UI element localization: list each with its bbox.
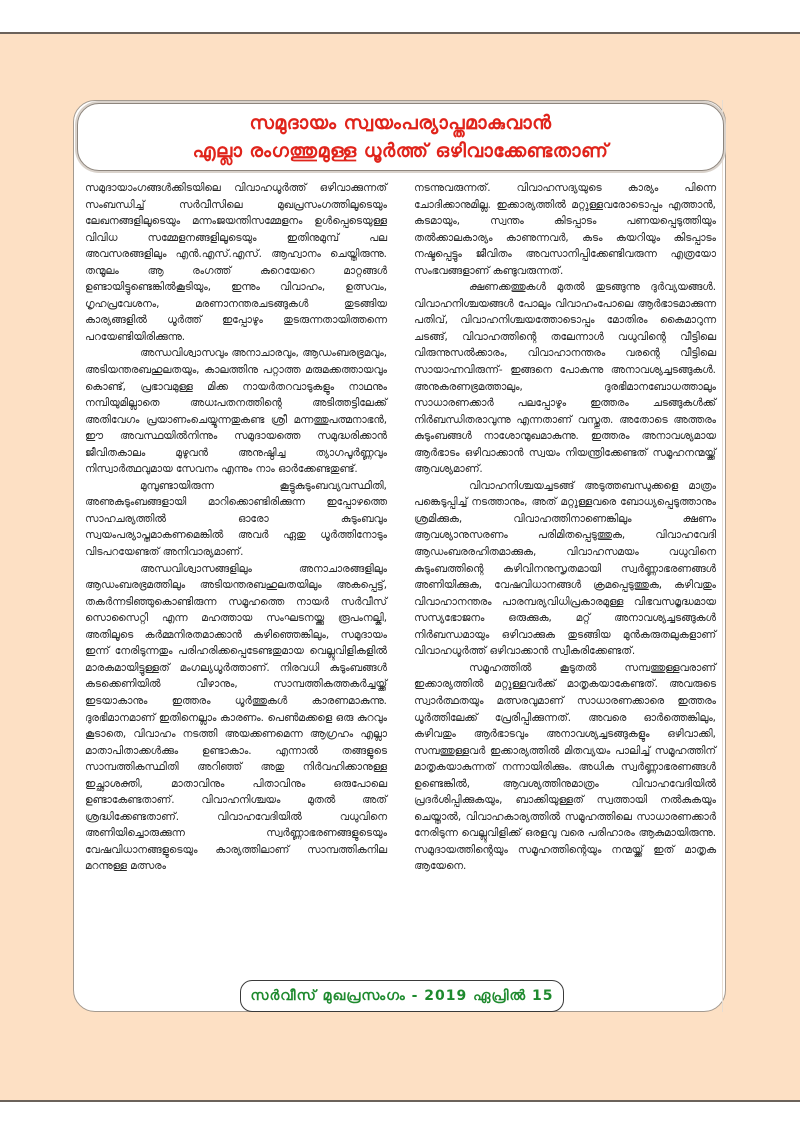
paragraph: ക്ഷണക്കത്തുകൾ മുതൽ തുടങ്ങുന്നു ദുർവ്യയങ്ങൾ. വിവാഹനിശ്ചയങ്ങൾ പോലും വിവാഹംപോലെ ആർഭാടമാക്കുന്ന പതിവ്, വിവാഹനിശ്ചയത്തോടൊപ്പം മോതിരം കൈമാറുന്ന ചടങ്ങ്, വിവാഹത്തിന്റെ തലേന്നാൾ വധുവിന്റെ വീട്ടിലെ വിരുന്നുസൽക്കാരം, വിവാഹാനന്തരം വരന്റെ വീട്ടിലെ സായാഹ്നവിരുന്ന്- ഇങ്ങനെ പോകുന്നു അനാവശ്യച്ചടങ്ങുകൾ. അനുകരണഭ്രമത്താലും, ദുരഭിമാനബോധത്താലും സാധാരണക്കാർ പലപ്പോഴും ഇത്തരം ചടങ്ങുകൾക്ക് നിർബന്ധിതരാവുന്നു എന്നതാണ് വസ്തുത. അതോടെ അത്തരം കുടുംബങ്ങൾ നാശോന്മുഖമാകുന്നു. ഇത്തരം അനാവശ്യമായ ആർഭാടം ഒഴിവാക്കാൻ സ്വയം നിയന്ത്രിക്കേണ്ടത് സമൂഹനന്മയ്ക്ക് ആവശ്യമാണ്.	[414, 281, 716, 476]
right-column	[414, 180, 716, 875]
left-column	[85, 180, 387, 875]
paragraph: അന്ധവിശ്വാസങ്ങളിലും അനാചാരങ്ങളിലും ആഡംബരഭ്രമത്തിലും അടിയന്തരബഹുലതയിലും അകപ്പെട്ട്, തകർന്നടിഞ്ഞുകൊണ്ടിരുന്ന സമൂഹത്തെ നായർ സർവീസ് സൊസൈറ്റി എന്ന മഹത്തായ സംഘടനയ്ക്കു രൂപംനല്കി, അതിലൂടെ കർമ്മനിരതമാക്കാൻ കഴിഞ്ഞെങ്കിലും, സമുദായം ഇന്ന് നേരിടുന്നതും പരിഹരിക്കപ്പെടേണ്ടതുമായ വെല്ലുവിളികളിൽ മാരകമായിട്ടുള്ളത് മംഗല്യധൂർത്താണ്. നിരവധി കുടുംബങ്ങൾ കടക്കെണിയിൽ വീഴാനും, സാമ്പത്തികത്തകർച്ചയ്ക്ക് ഇടയാകാനും ഇത്തരം ധൂർത്തുകൾ കാരണമാകുന്നു. ദുരഭിമാനമാണ് ഇതിനെല്ലാം കാരണം. പെൺമക്കളെ ഒരു കുറവും കൂടാതെ, വിവാഹം നടത്തി അയക്കണമെന്ന ആഗ്രഹം എല്ലാ മാതാപിതാക്കൾക്കും ഉണ്ടാകാം. എന്നാൽ തങ്ങളുടെ സാമ്പത്തികസ്ഥിതി അറിഞ്ഞ് അതു നിർവഹിക്കാനുള്ള ഇച്ഛാശക്തി, മാതാവിനും പിതാവിനും ഒരുപോലെ ഉണ്ടാകേണ്ടതാണ്. വിവാഹനിശ്ചയം മുതൽ അത് ശ്രദ്ധിക്കേണ്ടതാണ്. വിവാഹവേദിയിൽ വധുവിനെ അണിയിച്ചൊരുക്കുന്ന സ്വർണ്ണാഭരണങ്ങളുടെയും വേഷവിധാനങ്ങളുടെയും കാര്യത്തിലാണ് സാമ്പത്തികനില മറന്നുള്ള മത്സരം	[85, 562, 387, 873]
paragraph: മുമ്പുണ്ടായിരുന്ന കൂട്ടുകുടുംബവ്യവസ്ഥിതി, അണുകുടുംബങ്ങളായി മാറിക്കൊണ്ടിരിക്കുന്ന ഇപ്പോഴത്തെ സാഹചര്യത്തിൽ ഓരോ കുടുംബവും സ്വയംപര്യാപ്തമാകണമെങ്കിൽ അവർ ഏതു ധൂർത്തിനോടും വിടപറയേണ്ടത് അനിവാര്യമാണ്.	[85, 479, 387, 559]
article-title-line-1: സമുദായം സ്വയംപര്യാപ്തമാകുവാൻ	[249, 112, 552, 134]
title-box	[77, 103, 724, 171]
paragraph: സമുദായാംഗങ്ങൾക്കിടയിലെ വിവാഹധൂർത്ത് ഒഴിവാക്കുന്നത് സംബന്ധിച്ച് സർവീസിലെ മുഖപ്രസംഗത്തിലൂടെയും ലേഖനങ്ങളിലൂടെയും മന്നംജയന്തിസമ്മേളനം ഉൾപ്പെടെയുള്ള വിവിധ സമ്മേളനങ്ങളിലൂടെയും ഇതിനുമുമ്പ് പല അവസരങ്ങളിലും എൻ.എസ്.എസ്. ആഹ്വാനം ചെയ്തിരുന്നു. തന്മൂലം ആ രംഗത്ത് കുറെയേറെ മാറ്റങ്ങൾ ഉണ്ടായിട്ടുണ്ടെങ്കിൽകൂടിയും, ഇന്നും വിവാഹം, ഉത്സവം, ഗൃഹപ്രവേശനം, മരണാനന്തരചടങ്ങുകൾ തുടങ്ങിയ കാര്യങ്ങളിൽ ധൂർത്ത് ഇപ്പോഴും തുടരുന്നതായിത്തന്നെ പറയേണ്ടിയിരിക്കുന്നു.	[85, 182, 387, 343]
article-title-line-2: എല്ലാ രംഗത്തുമുള്ള ധൂർത്ത് ഒഴിവാക്കേണ്ടതാണ്	[192, 140, 609, 162]
paragraph: വിവാഹനിശ്ചയച്ചടങ്ങ് അടുത്തബന്ധുക്കളെ മാത്രം പങ്കെടുപ്പിച്ച് നടത്താനും, അത് മറ്റുള്ളവരെ ബോധ്യപ്പെടുത്താനും ശ്രമിക്കുക, വിവാഹത്തിനാണെങ്കിലും ക്ഷണം ആവശ്യാനുസരണം പരിമിതപ്പെടുത്തുക, വിവാഹവേദി ആഡംബരരഹിതമാക്കുക, വിവാഹസമയം വധുവിനെ കുടുംബത്തിന്റെ കഴിവിനനുസൃതമായി സ്വർണ്ണാഭരണങ്ങൾ അണിയിക്കുക, വേഷവിധാനങ്ങൾ ക്രമപ്പെടുത്തുക, കഴിവതും വിവാഹാനന്തരം പാരമ്പര്യവിധിപ്രകാരമുള്ള വിഭവസമൃദ്ധമായ സസ്യഭോജനം ഒരുക്കുക, മറ്റ് അനാവശ്യച്ചടങ്ങുകൾ നിർബന്ധമായും ഒഴിവാക്കുക തുടങ്ങിയ മുൻകരുതലുകളാണ് വിവാഹധൂർത്ത് ഒഴിവാക്കാൻ സ്വീകരിക്കേണ്ടത്.	[414, 479, 716, 658]
paragraph: നടന്നുവരുന്നത്. വിവാഹസദ്യയുടെ കാര്യം പിന്നെ ചോദിക്കാനുമില്ല. ഇക്കാര്യത്തിൽ മറ്റുള്ളവരോടൊപ്പം എത്താൻ, കടമായും, സ്വന്തം കിടപ്പാടം പണയപ്പെടുത്തിയും തൽക്കാലകാര്യം കാണുന്നവർ, കടം കയറിയും കിടപ്പാടം നഷ്ടപ്പെട്ടും ജീവിതം അവസാനിപ്പിക്കേണ്ടിവരുന്ന എത്രയോ സംഭവങ്ങളാണ് കണ്ടുവരുന്നത്.	[414, 182, 716, 277]
publication-footer: സർവീസ് മുഖപ്രസംഗം - 2019 ഏപ്രിൽ 15	[240, 980, 564, 1012]
paragraph: സമൂഹത്തിൽ കൂടുതൽ സമ്പത്തുള്ളവരാണ് ഇക്കാര്യത്തിൽ മറ്റുള്ളവർക്ക് മാതൃകയാകേണ്ടത്. അവരുടെ സ്വാർത്ഥതയും മത്സരവുമാണ് സാധാരണക്കാരെ ഇത്തരം ധൂർത്തിലേക്ക് പ്രേരിപ്പിക്കുന്നത്. അവരെ ഓർത്തെങ്കിലും, കഴിവതും ആർഭാടവും അനാവശ്യച്ചടങ്ങുകളും ഒഴിവാക്കി, സമ്പത്തുള്ളവർ ഇക്കാര്യത്തിൽ മിതവ്യയം പാലിച്ച് സമൂഹത്തിന് മാതൃകയാകുന്നത് നന്നായിരിക്കും. അധിക സ്വർണ്ണാഭരണങ്ങൾ ഉണ്ടെങ്കിൽ, ആവശ്യത്തിനുമാത്രം വിവാഹവേദിയിൽ പ്രദർശിപ്പിക്കുകയും, ബാക്കിയുള്ളത് സ്വത്തായി നൽകുകയും ചെയ്താൽ, വിവാഹകാര്യത്തിൽ സമൂഹത്തിലെ സാധാരണക്കാർ നേരിടുന്ന വെല്ലുവിളിക്ക് ഒരളവു വരെ പരിഹാരം ആകുമായിരുന്നു. സമുദായത്തിന്റെയും സമൂഹത്തിന്റെയും നന്മയ്ക്ക് ഇത് മാതൃക ആയേനെ.	[414, 661, 716, 873]
paragraph: അന്ധവിശ്വാസവും അനാചാരവും, ആഡംബരഭ്രമവും, അടിയന്തരബഹുലതയും, കാലത്തിനു പറ്റാത്ത മരുമക്കത്തായവും കൊണ്ട്, പ്രഭാവമുള്ള മിക്ക നായർതറവാടുകളും നാഥനും നമ്പിയുമില്ലാതെ അധഃപതനത്തിന്റെ അടിത്തട്ടിലേക്ക് അതിവേഗം പ്രയാണംചെയ്യുന്നതുകണ്ട ശ്രീ മന്നത്തുപത്മനാഭൻ, ഈ അവസ്ഥയിൽനിന്നും സമുദായത്തെ സമുദ്ധരിക്കാൻ ജീവിതകാലം മുഴുവൻ അനുഷ്ഠിച്ച ത്യാഗപൂർണ്ണവും നിസ്വാർത്ഥവുമായ സേവനം എന്നും നാം ഓർക്കേണ്ടതുണ്ട്.	[85, 347, 387, 476]
card-edge-strip	[722, 100, 723, 1012]
